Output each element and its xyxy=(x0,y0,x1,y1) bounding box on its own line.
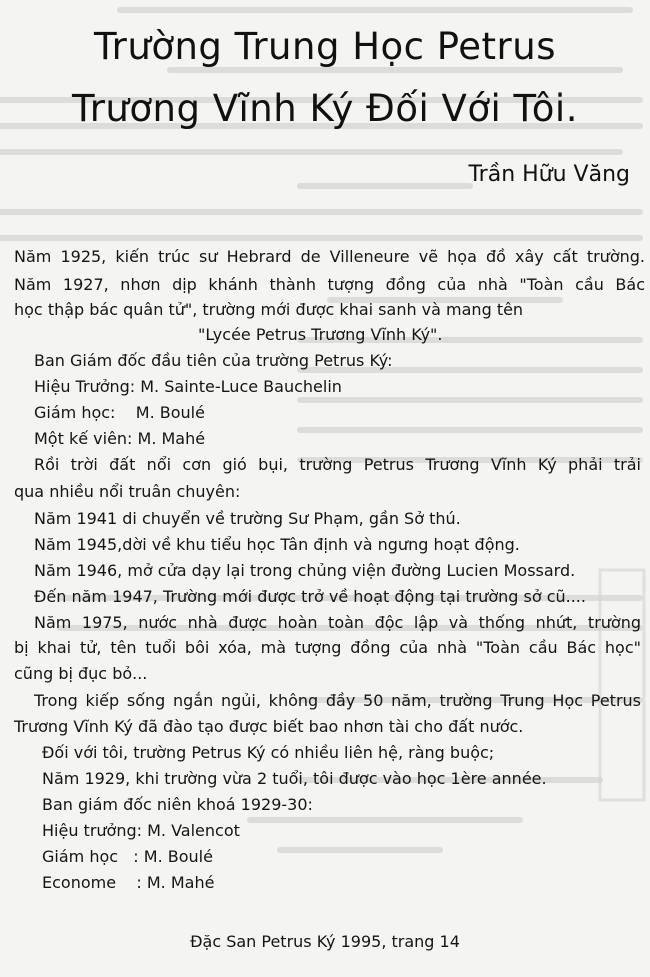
body-line: Giám học: M. Boulé xyxy=(34,403,205,422)
body-line: Hiệu trưởng: M. Valencot xyxy=(42,821,240,840)
body-line: Econome : M. Mahé xyxy=(42,873,215,892)
body-line: Trong kiếp sống ngắn ngủi, không đầy 50 năm, trường Trung Học Petrus xyxy=(34,691,641,710)
body-line: Năm 1941 di chuyển về trường Sư Phạm, gần Sở thú. xyxy=(34,509,461,528)
body-line: học thập bác quân tử", trường mới được khai sanh và mang tên xyxy=(14,300,524,319)
body-line: Năm 1946, mở cửa dạy lại trong chủng viện đường Lucien Mossard. xyxy=(34,561,576,580)
article-title-line-2: Trương Vĩnh Ký Đối Với Tôi. xyxy=(72,87,578,130)
body-line: Trương Vĩnh Ký đã đào tạo được biết bao nhơn tài cho đất nước. xyxy=(14,717,524,736)
body-line: bị khai tử, tên tuổi bôi xóa, mà tượng đồng của nhà "Toàn cầu Bác học" xyxy=(14,638,641,657)
body-line: Năm 1927, nhơn dịp khánh thành tượng đồng của nhà "Toàn cầu Bác xyxy=(14,275,645,294)
body-line: Rồi trời đất nổi cơn gió bụi, trường Petrus Trương Vĩnh Ký phải trải xyxy=(34,455,641,474)
body-line: Năm 1925, kiến trúc sư Hebrard de Villeneure vẽ họa đồ xây cất trường. xyxy=(14,247,645,266)
article-title-line-1: Trường Trung Học Petrus xyxy=(94,25,556,68)
body-line: Đối với tôi, trường Petrus Ký có nhiều liên hệ, ràng buộc; xyxy=(42,743,495,762)
body-line: Giám học : M. Boulé xyxy=(42,847,213,866)
body-line: cũng bị đục bỏ... xyxy=(14,664,148,683)
body-line: Năm 1975, nước nhà được hoàn toàn độc lập và thống nhứt, trường xyxy=(34,613,641,632)
body-line: qua nhiều nổi truân chuyên: xyxy=(14,482,241,501)
page-footer: Đặc San Petrus Ký 1995, trang 14 xyxy=(190,932,460,951)
body-line: Đến năm 1947, Trường mới được trở về hoạt động tại trường sở cũ.... xyxy=(34,587,586,606)
body-line: "Lycée Petrus Trương Vĩnh Ký". xyxy=(198,325,443,344)
body-line: Năm 1945,dời về khu tiểu học Tân định và ngưng hoạt động. xyxy=(34,535,520,554)
body-line: Ban Giám đốc đầu tiên của trường Petrus Ký: xyxy=(34,351,393,370)
body-line: Hiệu Trưởng: M. Sainte-Luce Bauchelin xyxy=(34,377,342,396)
body-line: Năm 1929, khi trường vừa 2 tuổi, tôi được vào học 1ère année. xyxy=(42,769,547,788)
body-line: Ban giám đốc niên khoá 1929-30: xyxy=(42,795,313,814)
body-line: Một kế viên: M. Mahé xyxy=(34,429,206,448)
article-author: Trần Hữu Văng xyxy=(468,162,630,187)
